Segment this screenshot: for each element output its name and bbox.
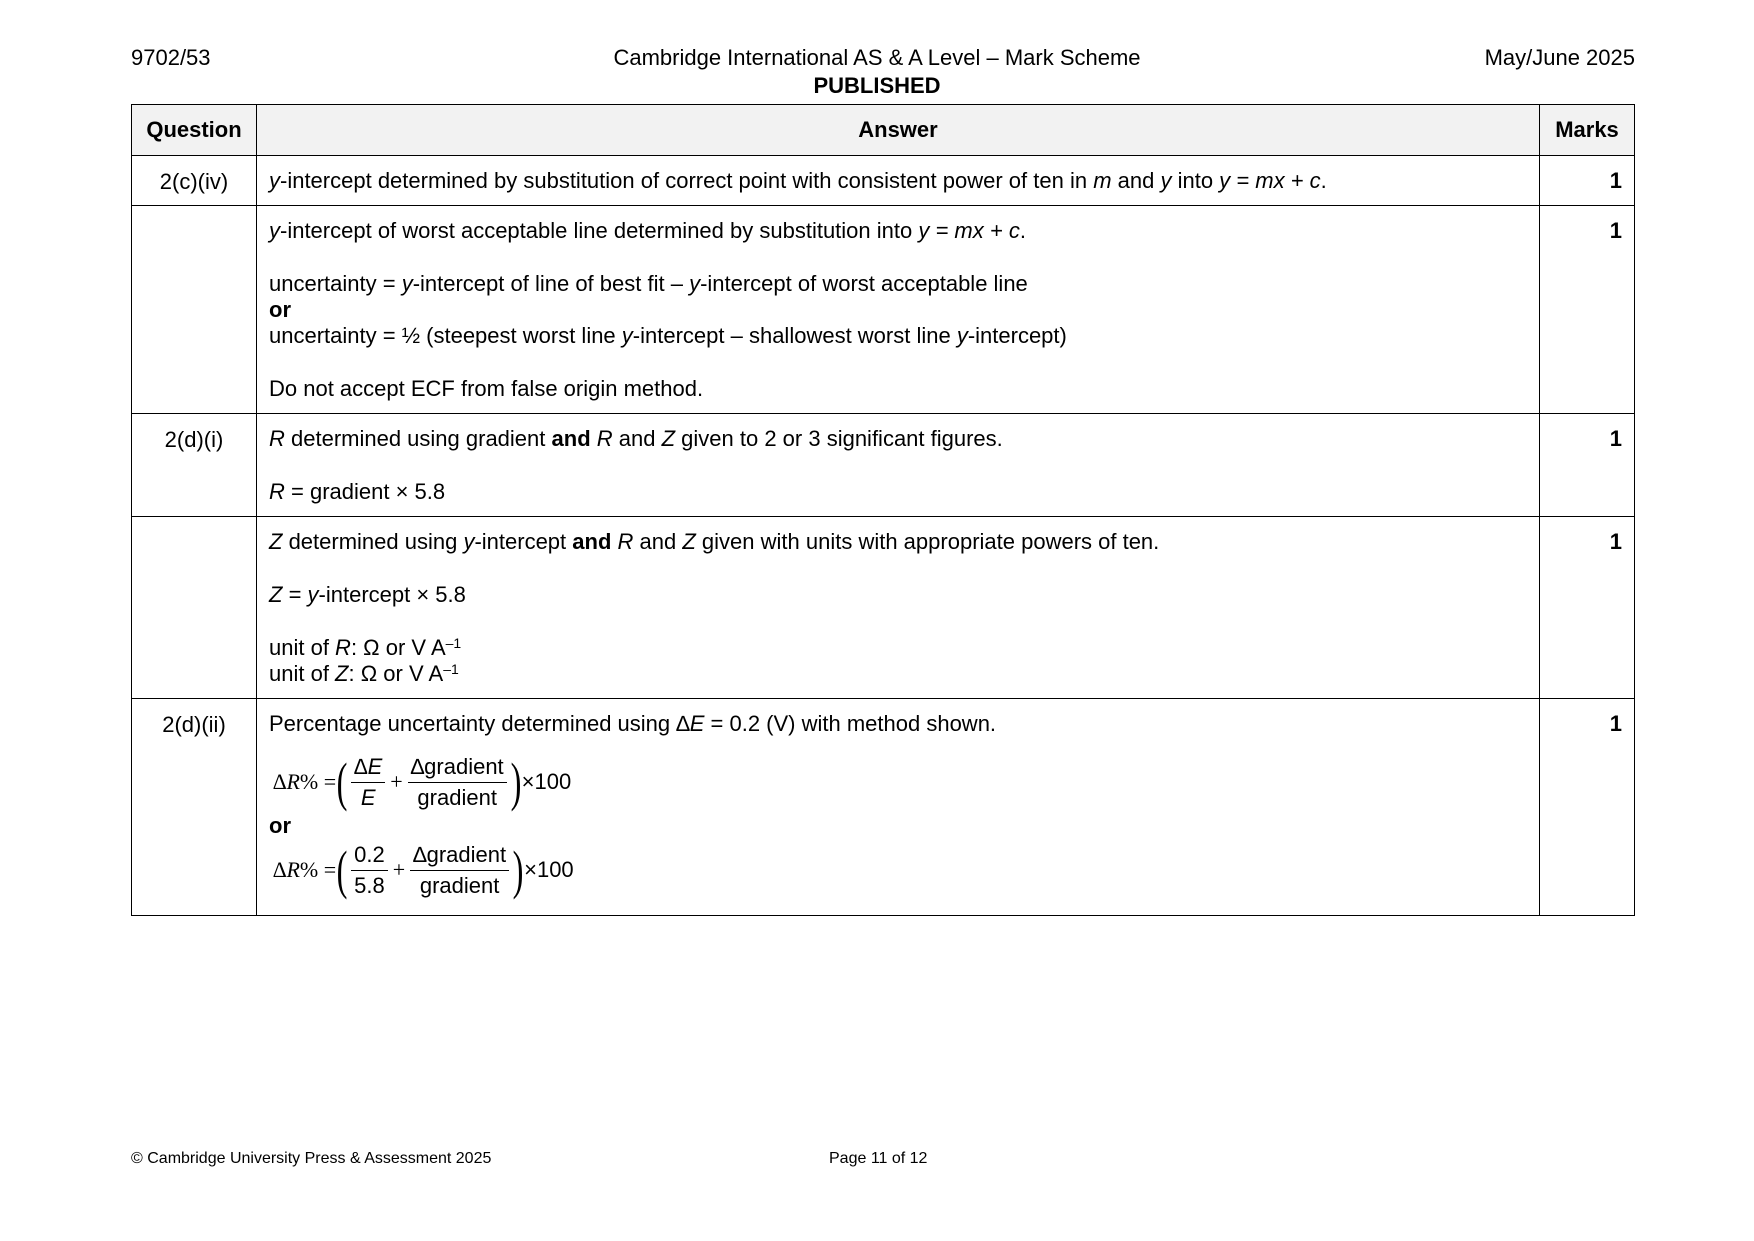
answer-text: Z (269, 582, 283, 607)
answer-line (269, 218, 1527, 244)
right-paren: ) (512, 840, 524, 900)
question-number: 2(d)(i) (132, 414, 257, 517)
right-paren: ) (510, 752, 522, 812)
formula-text: R (286, 857, 300, 882)
answer-cell (257, 414, 1540, 517)
document-title: Cambridge International AS & A Level – Mark Scheme (613, 45, 1141, 70)
answer-line (269, 426, 1527, 452)
answer-text: y = mx + c (1219, 168, 1321, 193)
question-number: 2(d)(ii) (132, 699, 257, 916)
answer-text: E (689, 711, 705, 736)
answer-text: Z (682, 529, 696, 554)
denominator: E (360, 784, 376, 810)
formula-text: ×100 (521, 769, 572, 794)
answer-cell (257, 206, 1540, 414)
fraction (410, 841, 509, 900)
formula-text: ∆ (273, 769, 287, 794)
answer-text: uncertainty = ½ (steepest worst line (269, 323, 622, 348)
answer-text: -intercept of worst acceptable line determined by substitution into (280, 218, 919, 243)
fraction (351, 841, 388, 900)
left-paren: ( (336, 840, 348, 900)
question-number: 2(c)(iv) (132, 156, 257, 206)
numerator: 0.2 (351, 841, 388, 871)
answer-text: y (401, 271, 413, 296)
formula-general (269, 751, 1527, 813)
answer-text: = gradient × 5.8 (284, 479, 446, 504)
formula-text: ×100 (524, 857, 574, 882)
marks-value: 1 (1540, 517, 1635, 699)
table-row (132, 156, 1635, 206)
answer-cell (257, 699, 1540, 916)
answer-text: y (689, 271, 701, 296)
copyright-notice: © Cambridge University Press & Assessment 2025 (131, 1150, 492, 1167)
numerator: ∆gradient (408, 753, 507, 783)
answer-text: -intercept) (967, 323, 1067, 348)
answer-line (269, 582, 1527, 608)
unit-line-r (269, 635, 1527, 661)
answer-text: and (633, 529, 683, 554)
column-header-question: Question (132, 105, 257, 156)
answer-text: R (269, 426, 285, 451)
answer-cell (257, 517, 1540, 699)
answer-text: and (1111, 168, 1161, 193)
answer-text: m (1093, 168, 1112, 193)
answer-cell (257, 156, 1540, 206)
answer-text: -intercept of line of best fit – (412, 271, 690, 296)
marks-value: 1 (1540, 699, 1635, 916)
answer-text: -intercept of worst acceptable line (700, 271, 1028, 296)
column-header-answer: Answer (257, 105, 1540, 156)
answer-text: y (269, 168, 280, 193)
answer-text: Z (335, 661, 349, 686)
answer-text: R (617, 529, 634, 554)
unit-line-z (269, 661, 1527, 687)
answer-text: y (621, 323, 633, 348)
answer-text: unit of (269, 661, 336, 686)
answer-text: uncertainty = (269, 271, 402, 296)
question-cell-continued (132, 206, 257, 414)
question-cell-continued (132, 517, 257, 699)
answer-line (269, 271, 1527, 297)
answer-text: -intercept determined by substitution of correct point with consistent power of ten in (280, 168, 1094, 193)
table-row (132, 414, 1635, 517)
answer-text: y (307, 582, 319, 607)
answer-text: and (612, 426, 662, 451)
plus-sign: + (390, 769, 403, 794)
column-header-marks: Marks (1540, 105, 1635, 156)
answer-text: y (269, 218, 280, 243)
answer-text: Z (269, 529, 283, 554)
answer-text: Z (661, 426, 676, 451)
answer-text: given to 2 or 3 significant figures. (675, 426, 1003, 451)
fraction (351, 753, 385, 812)
answer-line: Do not accept ECF from false origin method. (269, 376, 704, 401)
answer-text: unit of (269, 635, 336, 660)
answer-text: determined using (282, 529, 464, 554)
answer-text: -intercept (474, 529, 573, 554)
table-header-row (132, 105, 1635, 156)
answer-text: -intercept × 5.8 (318, 582, 466, 607)
or-label: or (269, 297, 291, 322)
answer-text: R (596, 426, 613, 451)
numerator: ∆E (351, 753, 385, 783)
paper-code: 9702/53 (131, 45, 211, 70)
superscript: –1 (443, 661, 459, 677)
formula-text: % = (299, 857, 337, 882)
answer-line (269, 529, 1527, 555)
answer-text: into (1171, 168, 1220, 193)
answer-text: = 0.2 (V) with method shown. (704, 711, 997, 736)
denominator: 5.8 (354, 872, 385, 898)
answer-line (269, 479, 1527, 505)
formula-text: R (286, 769, 300, 794)
denominator: gradient (419, 872, 500, 898)
exam-session: May/June 2025 (1484, 45, 1635, 70)
superscript: –1 (445, 635, 462, 651)
formula-text: ∆ (273, 857, 287, 882)
answer-text: Percentage uncertainty determined using ∆ (269, 711, 690, 736)
marks-value: 1 (1540, 206, 1635, 414)
numerator: ∆gradient (410, 841, 509, 871)
answer-text: -intercept – shallowest worst line (632, 323, 957, 348)
answer-text: y = mx + c (918, 218, 1020, 243)
answer-text: R (335, 635, 351, 660)
or-label: or (269, 813, 291, 838)
marks-value: 1 (1540, 156, 1635, 206)
table-row (132, 699, 1635, 916)
answer-text: : Ω or V A (348, 661, 444, 686)
plus-sign: + (392, 857, 406, 882)
answer-text: . (1320, 168, 1327, 193)
answer-text: : Ω or V A (350, 635, 446, 660)
table-row (132, 517, 1635, 699)
answer-text: and (572, 529, 612, 554)
table-row (132, 206, 1635, 414)
answer-text: = (282, 582, 308, 607)
answer-text: and (551, 426, 591, 451)
mark-scheme-table (131, 104, 1635, 916)
answer-text: determined using gradient (284, 426, 552, 451)
answer-text: R (269, 479, 285, 504)
answer-line (269, 323, 1527, 349)
marks-value: 1 (1540, 414, 1635, 517)
formula-text: % = (299, 769, 337, 794)
formula-numeric (269, 839, 1527, 901)
answer-text: y (956, 323, 968, 348)
answer-text: . (1019, 218, 1026, 243)
published-label: PUBLISHED (813, 73, 941, 98)
denominator: gradient (417, 784, 497, 810)
answer-text: y (463, 529, 475, 554)
answer-line (269, 711, 1527, 737)
left-paren: ( (336, 752, 348, 812)
page-number: Page 11 of 12 (829, 1150, 928, 1167)
answer-text: given with units with appropriate powers of ten. (695, 529, 1160, 554)
fraction (408, 753, 507, 812)
answer-text: y (1160, 168, 1172, 193)
